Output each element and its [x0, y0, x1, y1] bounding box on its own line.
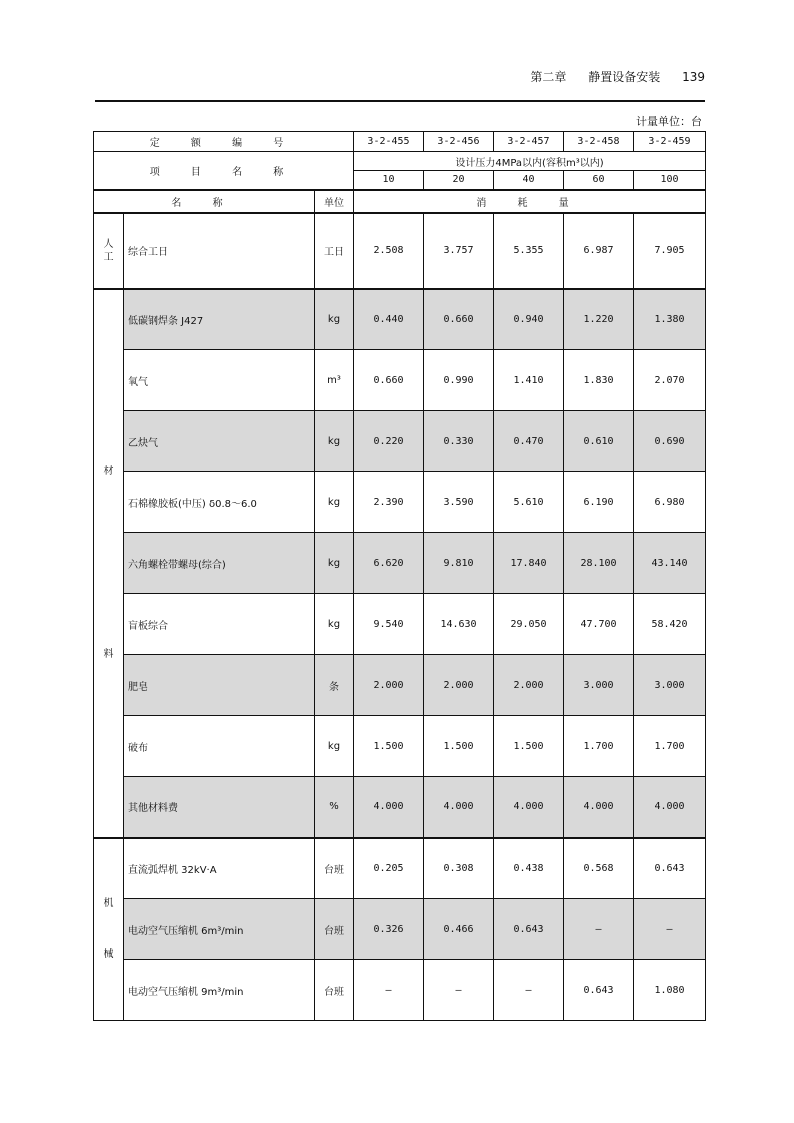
- value-cell: 1.410: [494, 350, 564, 411]
- item-unit: kg: [315, 472, 354, 533]
- value-cell: 28.100: [564, 533, 634, 594]
- value-cell: —: [354, 960, 424, 1021]
- quota-table: [93, 131, 706, 1021]
- value-cell: 0.643: [564, 960, 634, 1021]
- item-name: 破布: [124, 716, 315, 777]
- table-row: [94, 533, 706, 594]
- value-cell: 9.540: [354, 594, 424, 655]
- volume-cell: 20: [424, 171, 494, 190]
- code-cell: 3-2-457: [494, 132, 564, 152]
- item-name: 石棉橡胶板(中压) δ0.8～6.0: [124, 472, 315, 533]
- value-cell: 5.610: [494, 472, 564, 533]
- volume-cell: 100: [634, 171, 706, 190]
- item-name: 肥皂: [124, 655, 315, 716]
- value-cell: 14.630: [424, 594, 494, 655]
- value-cell: 9.810: [424, 533, 494, 594]
- table-row: [94, 213, 706, 289]
- table-row: [94, 350, 706, 411]
- value-cell: 1.830: [564, 350, 634, 411]
- table-row: [94, 777, 706, 838]
- volume-cell: 10: [354, 171, 424, 190]
- item-name: 其他材料费: [124, 777, 315, 838]
- value-cell: 0.690: [634, 411, 706, 472]
- item-unit: 台班: [315, 960, 354, 1021]
- category-machine: 机 械: [94, 838, 124, 1021]
- table-row: [94, 289, 706, 350]
- value-cell: 1.220: [564, 289, 634, 350]
- value-cell: 0.220: [354, 411, 424, 472]
- value-cell: 3.000: [564, 655, 634, 716]
- item-unit: kg: [315, 411, 354, 472]
- chapter-label: 第二章: [530, 70, 567, 84]
- value-cell: 6.190: [564, 472, 634, 533]
- value-cell: 0.660: [424, 289, 494, 350]
- item-label: 项 目 名 称: [94, 152, 354, 190]
- item-name: 乙炔气: [124, 411, 315, 472]
- value-cell: 2.390: [354, 472, 424, 533]
- item-name: 盲板综合: [124, 594, 315, 655]
- item-unit: kg: [315, 594, 354, 655]
- item-unit: kg: [315, 716, 354, 777]
- value-cell: 4.000: [634, 777, 706, 838]
- value-cell: 4.000: [494, 777, 564, 838]
- value-cell: 1.700: [634, 716, 706, 777]
- item-unit: 工日: [315, 213, 354, 289]
- value-cell: 0.440: [354, 289, 424, 350]
- code-cell: 3-2-455: [354, 132, 424, 152]
- code-cell: 3-2-459: [634, 132, 706, 152]
- value-cell: 1.080: [634, 960, 706, 1021]
- value-cell: —: [564, 899, 634, 960]
- value-cell: 6.620: [354, 533, 424, 594]
- value-cell: 43.140: [634, 533, 706, 594]
- item-unit: kg: [315, 289, 354, 350]
- value-cell: 29.050: [494, 594, 564, 655]
- value-cell: 7.905: [634, 213, 706, 289]
- value-cell: 0.990: [424, 350, 494, 411]
- condition-row: [94, 152, 706, 171]
- code-cell: 3-2-458: [564, 132, 634, 152]
- value-cell: 58.420: [634, 594, 706, 655]
- value-cell: 0.470: [494, 411, 564, 472]
- value-cell: 4.000: [564, 777, 634, 838]
- value-cell: —: [494, 960, 564, 1021]
- value-cell: 0.205: [354, 838, 424, 899]
- col-name-header: 名 称: [94, 190, 315, 213]
- item-unit: 台班: [315, 899, 354, 960]
- table-row: [94, 411, 706, 472]
- value-cell: 0.466: [424, 899, 494, 960]
- item-name: 氧气: [124, 350, 315, 411]
- value-cell: 3.000: [634, 655, 706, 716]
- table-row: [94, 716, 706, 777]
- table-row: [94, 472, 706, 533]
- item-unit: m³: [315, 350, 354, 411]
- value-cell: 0.308: [424, 838, 494, 899]
- table-row: [94, 960, 706, 1021]
- item-name: 低碳钢焊条 J427: [124, 289, 315, 350]
- code-cell: 3-2-456: [424, 132, 494, 152]
- value-cell: 17.840: [494, 533, 564, 594]
- value-cell: 0.643: [494, 899, 564, 960]
- value-cell: —: [424, 960, 494, 1021]
- item-unit: 台班: [315, 838, 354, 899]
- page-number: 139: [682, 70, 705, 84]
- code-row: [94, 132, 706, 152]
- value-cell: 0.330: [424, 411, 494, 472]
- volume-cell: 60: [564, 171, 634, 190]
- table-row: [94, 594, 706, 655]
- value-cell: 0.438: [494, 838, 564, 899]
- page-header: [95, 68, 705, 102]
- item-unit: %: [315, 777, 354, 838]
- value-cell: 3.590: [424, 472, 494, 533]
- value-cell: 6.987: [564, 213, 634, 289]
- table-row: [94, 838, 706, 899]
- item-unit: 条: [315, 655, 354, 716]
- value-cell: —: [634, 899, 706, 960]
- column-header-row: [94, 190, 706, 213]
- item-name: 电动空气压缩机 6m³/min: [124, 899, 315, 960]
- value-cell: 0.660: [354, 350, 424, 411]
- value-cell: 0.610: [564, 411, 634, 472]
- value-cell: 1.380: [634, 289, 706, 350]
- value-cell: 2.000: [424, 655, 494, 716]
- item-name: 直流弧焊机 32kV·A: [124, 838, 315, 899]
- value-cell: 0.940: [494, 289, 564, 350]
- value-cell: 1.500: [424, 716, 494, 777]
- item-name: 电动空气压缩机 9m³/min: [124, 960, 315, 1021]
- code-label: 定 额 编 号: [94, 132, 354, 152]
- value-cell: 1.500: [354, 716, 424, 777]
- value-cell: 1.500: [494, 716, 564, 777]
- category-labor: 人 工: [94, 213, 124, 289]
- value-cell: 3.757: [424, 213, 494, 289]
- value-cell: 0.326: [354, 899, 424, 960]
- item-name: 六角螺栓带螺母(综合): [124, 533, 315, 594]
- col-consumption-header: 消 耗 量: [354, 190, 706, 213]
- value-cell: 47.700: [564, 594, 634, 655]
- value-cell: 4.000: [424, 777, 494, 838]
- value-cell: 0.568: [564, 838, 634, 899]
- col-unit-header: 单位: [315, 190, 354, 213]
- value-cell: 1.700: [564, 716, 634, 777]
- value-cell: 0.643: [634, 838, 706, 899]
- value-cell: 4.000: [354, 777, 424, 838]
- item-name: 综合工日: [124, 213, 315, 289]
- value-cell: 2.508: [354, 213, 424, 289]
- table-row: [94, 899, 706, 960]
- table-row: [94, 655, 706, 716]
- unit-note: 计量单位：台: [636, 115, 702, 128]
- value-cell: 2.000: [494, 655, 564, 716]
- value-cell: 2.000: [354, 655, 424, 716]
- value-cell: 2.070: [634, 350, 706, 411]
- value-cell: 6.980: [634, 472, 706, 533]
- volume-cell: 40: [494, 171, 564, 190]
- condition-label: 设计压力4MPa以内(容积m³以内): [354, 152, 706, 171]
- category-material: 材 料: [94, 289, 124, 838]
- section-title: 静置设备安装: [588, 70, 661, 84]
- value-cell: 5.355: [494, 213, 564, 289]
- item-unit: kg: [315, 533, 354, 594]
